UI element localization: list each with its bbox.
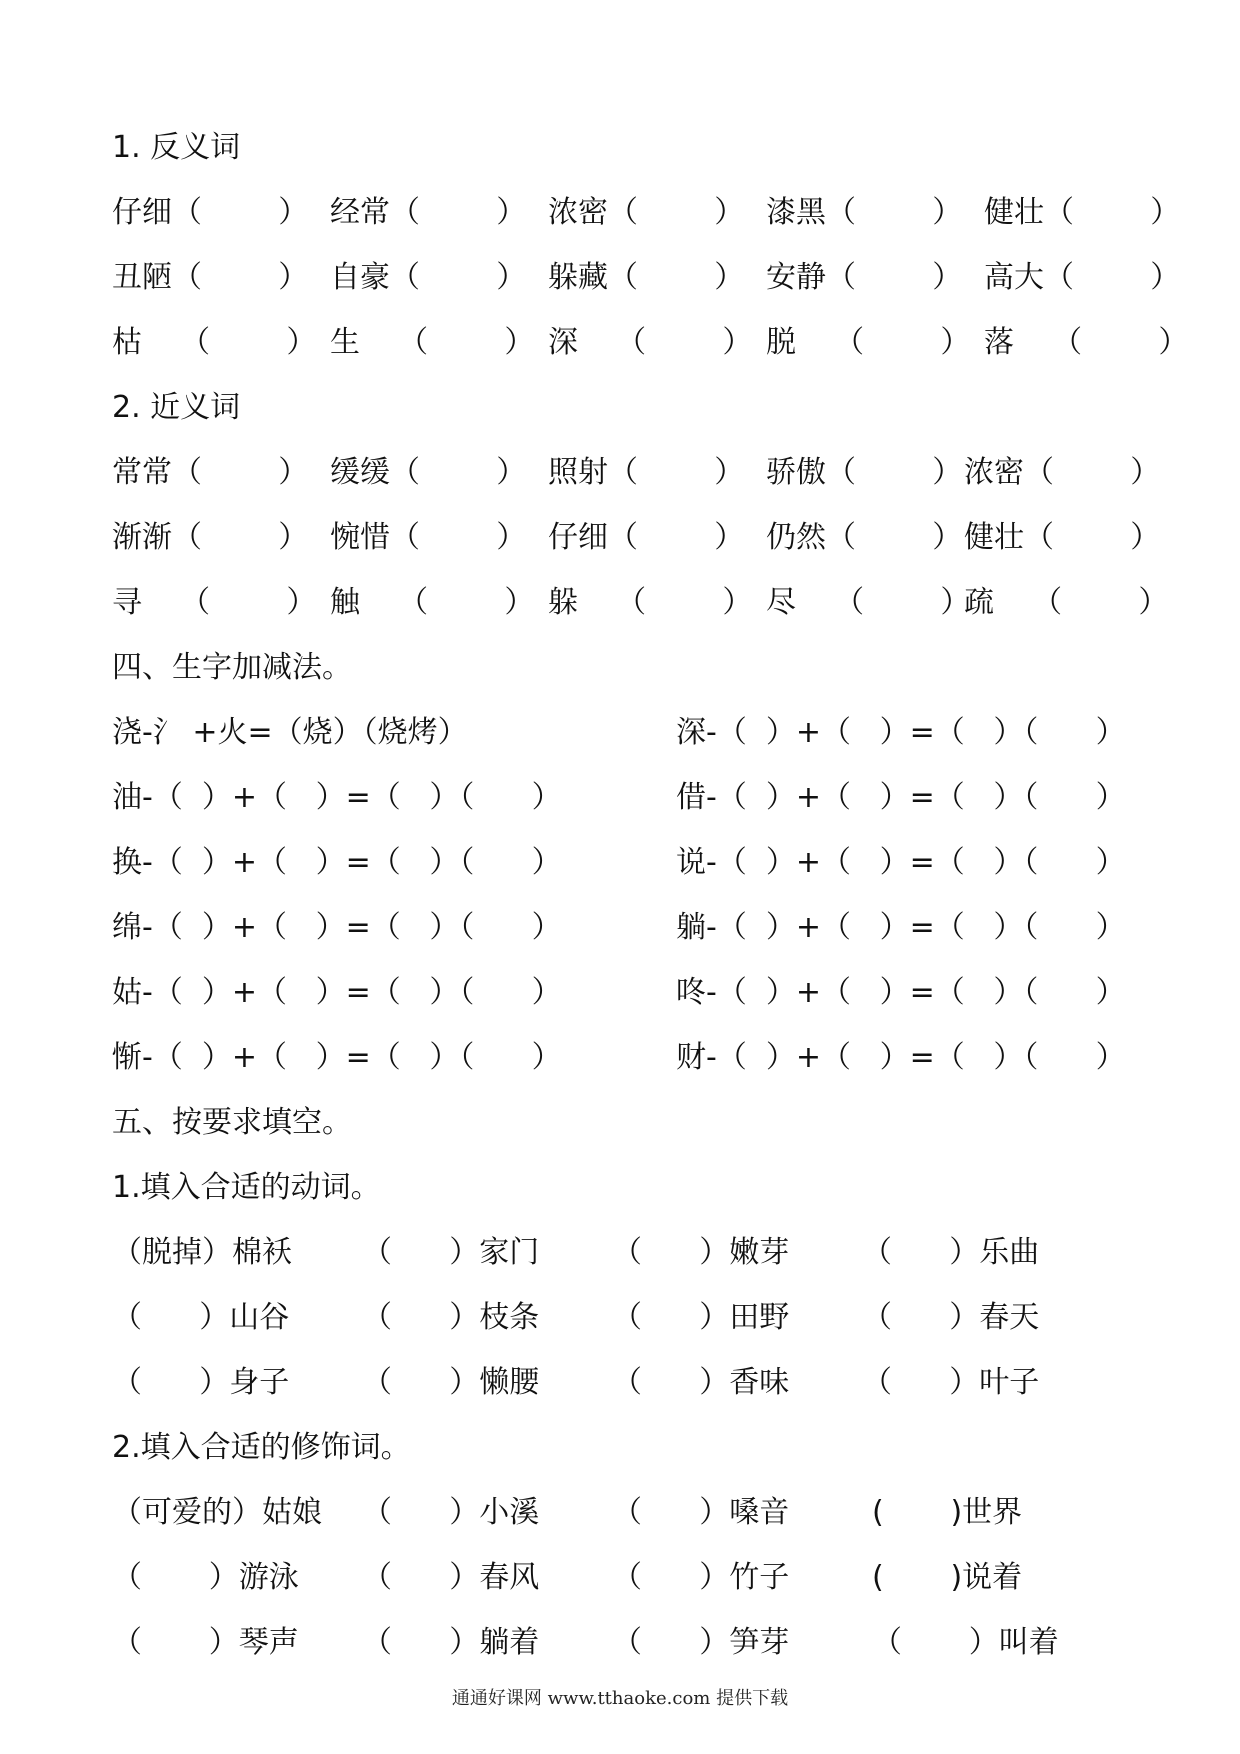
modifier-item: （ ）叫着 [872,1625,1059,1660]
char-math-row-4 [0,898,1240,958]
char-math-item: 财-（ ）+（ ）=（ ）（ ） [676,1040,1126,1075]
antonym-item: 仔细（ ） [112,195,309,230]
verb-item: （ ）叶子 [862,1365,1040,1400]
synonyms-row-1 [0,443,1240,503]
antonym-item: 落 （ ） [984,325,1189,360]
char-math-row-3 [0,833,1240,893]
synonym-item: 触 （ ） [330,585,535,620]
antonym-item: 经常（ ） [330,195,527,230]
verbs-heading: 1.填入合适的动词。 [112,1170,381,1205]
synonym-item: 常常（ ） [112,455,309,490]
modifier-item: ( )说着 [872,1560,1023,1595]
char-math-item: 躺-（ ）+（ ）=（ ）（ ） [676,910,1126,945]
synonyms-row-3 [0,573,1240,633]
antonym-item: 高大（ ） [984,260,1181,295]
modifier-item: （ ）竹子 [612,1560,790,1595]
footer-credit: 通通好课网 www.tthaoke.com 提供下载 [451,1688,789,1709]
synonym-item: 仍然（ ） [766,520,963,555]
modifier-item: （ ）春风 [362,1560,540,1595]
synonyms-row-2 [0,508,1240,568]
modifiers-row-1 [0,1483,1240,1543]
modifier-item: （可爱的）姑娘 [112,1495,322,1530]
verbs-row-1 [0,1223,1240,1283]
synonym-item: 健壮（ ） [964,520,1161,555]
section4-heading: 四、生字加减法。 [112,650,352,685]
modifiers-row-2 [0,1548,1240,1608]
char-math-item: 惭-（ ）+（ ）=（ ）（ ） [112,1040,562,1075]
antonym-item: 漆黑（ ） [766,195,963,230]
char-math-item: 姑-（ ）+（ ）=（ ）（ ） [112,975,562,1010]
modifier-item: （ ）嗓音 [612,1495,790,1530]
section5-heading: 五、按要求填空。 [112,1105,352,1140]
verb-item: （ ）香味 [612,1365,790,1400]
synonym-item: 躲 （ ） [548,585,753,620]
antonyms-heading: 1. 反义词 [112,130,241,165]
antonym-item: 枯 （ ） [112,325,317,360]
modifier-item: （ ）躺着 [362,1625,540,1660]
synonym-item: 疏 （ ） [964,585,1169,620]
char-math-item: 浇-氵 +火=（烧）（烧烤） [112,715,468,750]
synonym-item: 惋惜（ ） [330,520,527,555]
antonym-item: 丑陋（ ） [112,260,309,295]
verb-item: （ ）山谷 [112,1300,290,1335]
modifier-item: （ ）小溪 [362,1495,540,1530]
char-math-item: 油-（ ）+（ ）=（ ）（ ） [112,780,562,815]
antonym-item: 健壮（ ） [984,195,1181,230]
synonym-item: 骄傲（ ） [766,455,963,490]
char-math-item: 咚-（ ）+（ ）=（ ）（ ） [676,975,1126,1010]
verb-item: （ ）身子 [112,1365,290,1400]
modifier-item: （ ）笋芽 [612,1625,790,1660]
antonym-item: 生 （ ） [330,325,535,360]
synonym-item: 浓密（ ） [964,455,1161,490]
verbs-row-3 [0,1353,1240,1413]
verbs-row-2 [0,1288,1240,1348]
char-math-item: 借-（ ）+（ ）=（ ）（ ） [676,780,1126,815]
antonym-item: 脱 （ ） [766,325,971,360]
antonym-item: 安静（ ） [766,260,963,295]
verb-item: （脱掉）棉袄 [112,1235,292,1270]
synonyms-heading: 2. 近义词 [112,390,241,425]
verb-item: （ ）嫩芽 [612,1235,790,1270]
antonyms-row-2 [0,248,1240,308]
char-math-row-1 [0,703,1240,763]
char-math-item: 绵-（ ）+（ ）=（ ）（ ） [112,910,562,945]
antonyms-row-1 [0,183,1240,243]
synonym-item: 照射（ ） [548,455,745,490]
modifier-item: ( )世界 [872,1495,1023,1530]
char-math-row-6 [0,1028,1240,1088]
verb-item: （ ）春天 [862,1300,1040,1335]
char-math-item: 说-（ ）+（ ）=（ ）（ ） [676,845,1126,880]
synonym-item: 渐渐（ ） [112,520,309,555]
verb-item: （ ）枝条 [362,1300,540,1335]
verb-item: （ ）田野 [612,1300,790,1335]
antonym-item: 深 （ ） [548,325,753,360]
antonym-item: 躲藏（ ） [548,260,745,295]
char-math-row-5 [0,963,1240,1023]
char-math-row-2 [0,768,1240,828]
synonym-item: 缓缓（ ） [330,455,527,490]
antonym-item: 自豪（ ） [330,260,527,295]
verb-item: （ ）乐曲 [862,1235,1040,1270]
modifier-item: （ ）琴声 [112,1625,299,1660]
synonym-item: 尽 （ ） [766,585,971,620]
modifiers-heading: 2.填入合适的修饰词。 [112,1430,411,1465]
synonym-item: 寻 （ ） [112,585,317,620]
char-math-item: 深-（ ）+（ ）=（ ）（ ） [676,715,1126,750]
char-math-item: 换-（ ）+（ ）=（ ）（ ） [112,845,562,880]
antonyms-row-3 [0,313,1240,373]
modifier-item: （ ）游泳 [112,1560,299,1595]
modifiers-row-3 [0,1613,1240,1673]
antonym-item: 浓密（ ） [548,195,745,230]
verb-item: （ ）家门 [362,1235,540,1270]
synonym-item: 仔细（ ） [548,520,745,555]
verb-item: （ ）懒腰 [362,1365,540,1400]
